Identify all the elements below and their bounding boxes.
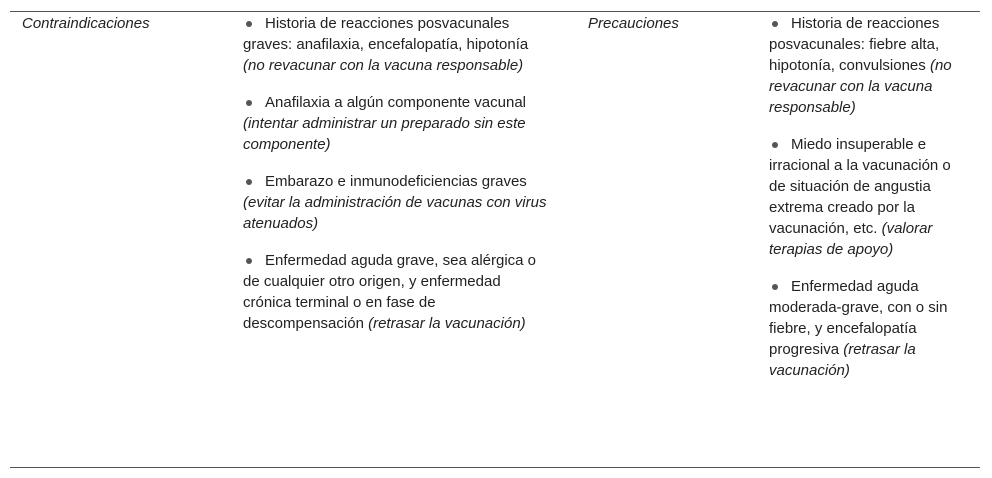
contraindications-heading-cell	[22, 13, 222, 34]
list-item	[769, 276, 959, 381]
item-note: (retrasar la vacunación)	[368, 315, 526, 332]
item-note: (valorar terapias de apoyo)	[769, 220, 933, 258]
list-item	[243, 13, 548, 76]
precautions-heading: Precauciones	[588, 15, 679, 32]
item-text: Enfermedad aguda grave, sea alérgica o de cualquier otro origen, y enfermedad crónica terminal o en fase de descompensación	[243, 252, 537, 332]
list-item	[769, 134, 959, 260]
item-note: (evitar la administración de vacunas con virus atenuados)	[243, 194, 547, 232]
list-item	[243, 250, 548, 334]
precautions-list	[769, 13, 959, 397]
contraindications-heading: Contraindicaciones	[22, 15, 150, 32]
list-item	[243, 171, 548, 234]
item-note: (intentar administrar un preparado sin este componente)	[243, 115, 526, 153]
precautions-heading-cell	[588, 13, 748, 34]
list-item	[769, 13, 959, 118]
item-text: Historia de reacciones posvacunales graves: anafilaxia, encefalopatía, hipotonía	[243, 15, 529, 53]
item-text: Embarazo e inmunodeficiencias graves	[265, 173, 527, 190]
item-text: Historia de reacciones posvacunales: fiebre alta, hipotonía, convulsiones	[769, 15, 940, 74]
item-text: Anafilaxia a algún componente vacunal	[265, 94, 527, 111]
item-note: (retrasar la vacunación)	[769, 341, 916, 379]
contraindications-list	[243, 13, 548, 350]
contraindications-table	[10, 11, 980, 468]
item-note: (no revacunar con la vacuna responsable)	[243, 57, 524, 74]
item-note: (no revacunar con la vacuna responsable)	[769, 57, 952, 116]
list-item	[243, 92, 548, 155]
item-text: Enfermedad aguda moderada-grave, con o sin fiebre, y encefalopatía progresiva	[769, 278, 948, 358]
item-text: Miedo insuperable e irracional a la vacunación o de situación de angustia extrema creado por la vacunación, etc.	[769, 136, 951, 237]
